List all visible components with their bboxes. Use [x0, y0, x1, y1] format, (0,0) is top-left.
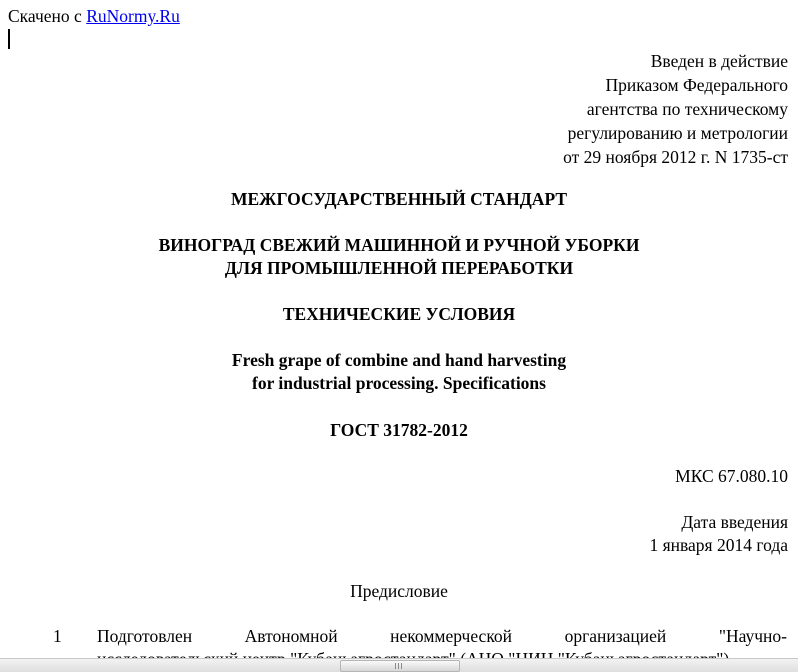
source-prefix: Скачено с [8, 6, 87, 26]
standard-code: ГОСТ 31782-2012 [330, 420, 468, 440]
english-title-line-2: for industrial processing. Specifications [252, 373, 546, 393]
scrollbar-grip-icon [395, 663, 404, 669]
text-cursor [8, 29, 10, 49]
standard-subtitle: ТЕХНИЧЕСКИЕ УСЛОВИЯ [282, 304, 516, 324]
approval-line: Введен в действие [650, 51, 788, 71]
standard-type: МЕЖГОСУДАРСТВЕННЫЙ СТАНДАРТ [230, 189, 568, 209]
foreword-item-number: 1 [53, 626, 62, 646]
standard-title-line-2: ДЛЯ ПРОМЫШЛЕННОЙ ПЕРЕРАБОТКИ [224, 258, 574, 278]
source-link[interactable]: RuNormy.Ru [86, 6, 180, 26]
approval-line: агентства по техническому [586, 99, 788, 119]
source-line [8, 5, 180, 28]
introduction-date: 1 января 2014 года [649, 535, 788, 555]
approval-line: от 29 ноября 2012 г. N 1735-ст [563, 147, 788, 167]
approval-block [563, 50, 788, 170]
english-title-line-1: Fresh grape of combine and hand harvesting [231, 350, 567, 370]
classification-code: МКС 67.080.10 [675, 466, 788, 486]
approval-line: Приказом Федерального [605, 75, 788, 95]
scrollbar-thumb[interactable] [340, 660, 460, 672]
approval-line: регулированию и метрологии [567, 123, 788, 143]
standard-title-line-1: ВИНОГРАД СВЕЖИЙ МАШИННОЙ И РУЧНОЙ УБОРКИ [158, 235, 640, 255]
horizontal-scrollbar[interactable] [0, 658, 798, 672]
foreword-heading: Предисловие [350, 581, 448, 601]
foreword-item-text: Подготовлен Автономной некоммерческой организацией "Научно- [97, 626, 787, 646]
introduction-label: Дата введения [681, 512, 788, 532]
